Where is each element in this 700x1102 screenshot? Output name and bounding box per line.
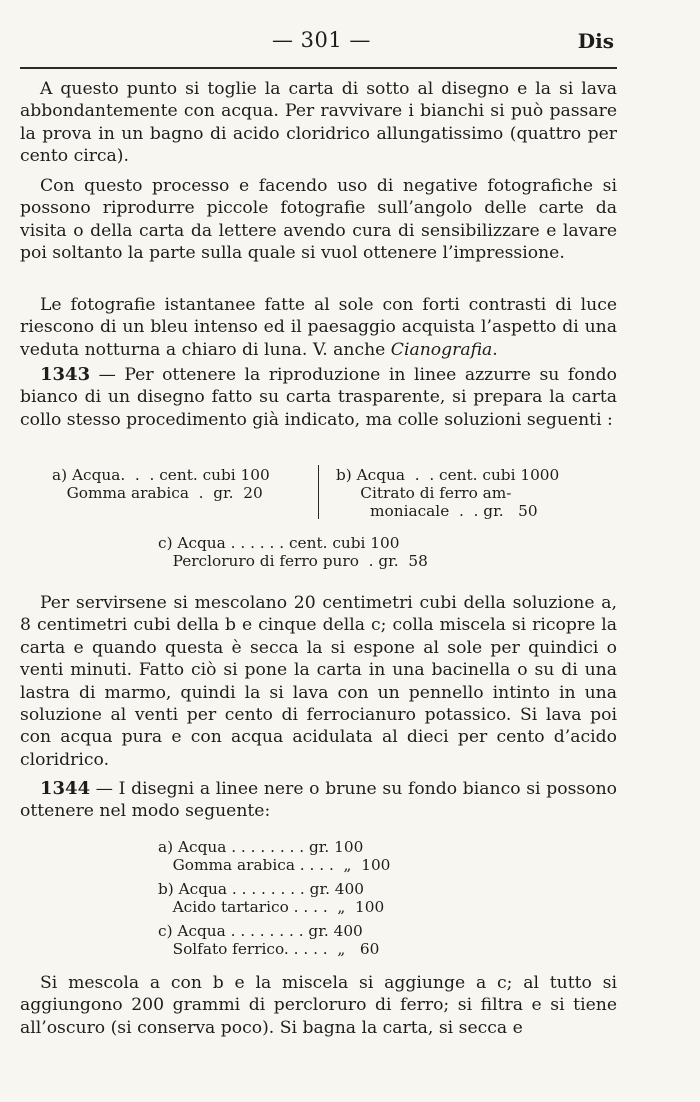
page-header (0, 28, 700, 58)
recipe-1344-c: c) Acqua . . . . . . . . gr. 400 Solfato ferrico. . . . . „ 60 (158, 922, 380, 958)
entry-number: 1343 (40, 364, 91, 385)
recipe-b: b) Acqua . . cent. cubi 1000 Citrato di ferro am- moniacale . . gr. 50 (336, 466, 560, 520)
paragraph-1: A questo punto si toglie la carta di sotto al disegno e la si lava abbondantemente con acqua. Per ravvivare i bianchi si può passare la prova in un bagno di acido cloridrico allungatissimo (quattro per cento circa). (20, 79, 617, 167)
recipe-1344-a: a) Acqua . . . . . . . . gr. 100 Gomma arabica . . . . „ 100 (158, 838, 391, 874)
paragraph-usage-1343: Per servirsene si mescolano 20 centimetri cubi della soluzione a, 8 centimetri cubi della b e cinque della c; colla miscela si ricopre la carta e quando questa è secca la si espone al sole per quindici o venti minuti. Fatto ciò si pone la carta in una bacinella o su di una lastra di marmo, quindi la si lava con un pennello intinto in una soluzione al venti per cento di ferrocianuro potassico. Si lava poi con acqua pura e con acqua acidulata al dieci per cento d’acido cloridrico. (20, 593, 617, 770)
entry-number: 1344 (40, 778, 91, 799)
recipe-1344-b: b) Acqua . . . . . . . . gr. 400 Acido tartarico . . . . „ 100 (158, 880, 385, 916)
header-rule (20, 67, 617, 69)
recipe-a: a) Acqua. . . cent. cubi 100 Gomma arabica . gr. 20 (52, 466, 270, 502)
paragraph-usage-1344: Si mescola a con b e la miscela si aggiunge a c; al tutto si aggiungono 200 grammi di percloruro di ferro; si filtra e si tiene all’oscuro (si conserva poco). Si bagna la carta, si secca e (20, 973, 617, 1038)
paragraph-3: Le fotografie istantanee fatte al sole con forti contrasti di luce riescono di un bleu intenso ed il paesaggio acquista l’aspetto di una veduta notturna a chiaro di luna. V. anche Cianografia. (20, 295, 617, 360)
entry-1343: 1343 — Per ottenere la riproduzione in linee azzurre su fondo bianco di un disegno fatto su carta trasparente, si prepara la carta collo stesso procedimento già indicato, ma colle soluzioni seguenti : (20, 364, 617, 430)
cross-reference: Cianografia (390, 339, 493, 360)
section-heading: Dis (577, 29, 614, 53)
paragraph-2: Con questo processo e facendo uso di negative fotografiche si possono riprodurre piccole fotografie sull’angolo delle carte da visita o della carta da lettere avendo cura di sensibilizzare e lavare poi soltanto la parte sulla quale si vuol ottenere l’impressione. (20, 176, 617, 264)
recipe-c: c) Acqua . . . . . . cent. cubi 100 Percloruro di ferro puro . gr. 58 (158, 534, 428, 570)
entry-1344: 1344 — I disegni a linee nere o brune su fondo bianco si possono ottenere nel modo seguente: (20, 778, 617, 822)
column-divider (318, 465, 319, 519)
page-number: — 301 — (272, 28, 371, 52)
